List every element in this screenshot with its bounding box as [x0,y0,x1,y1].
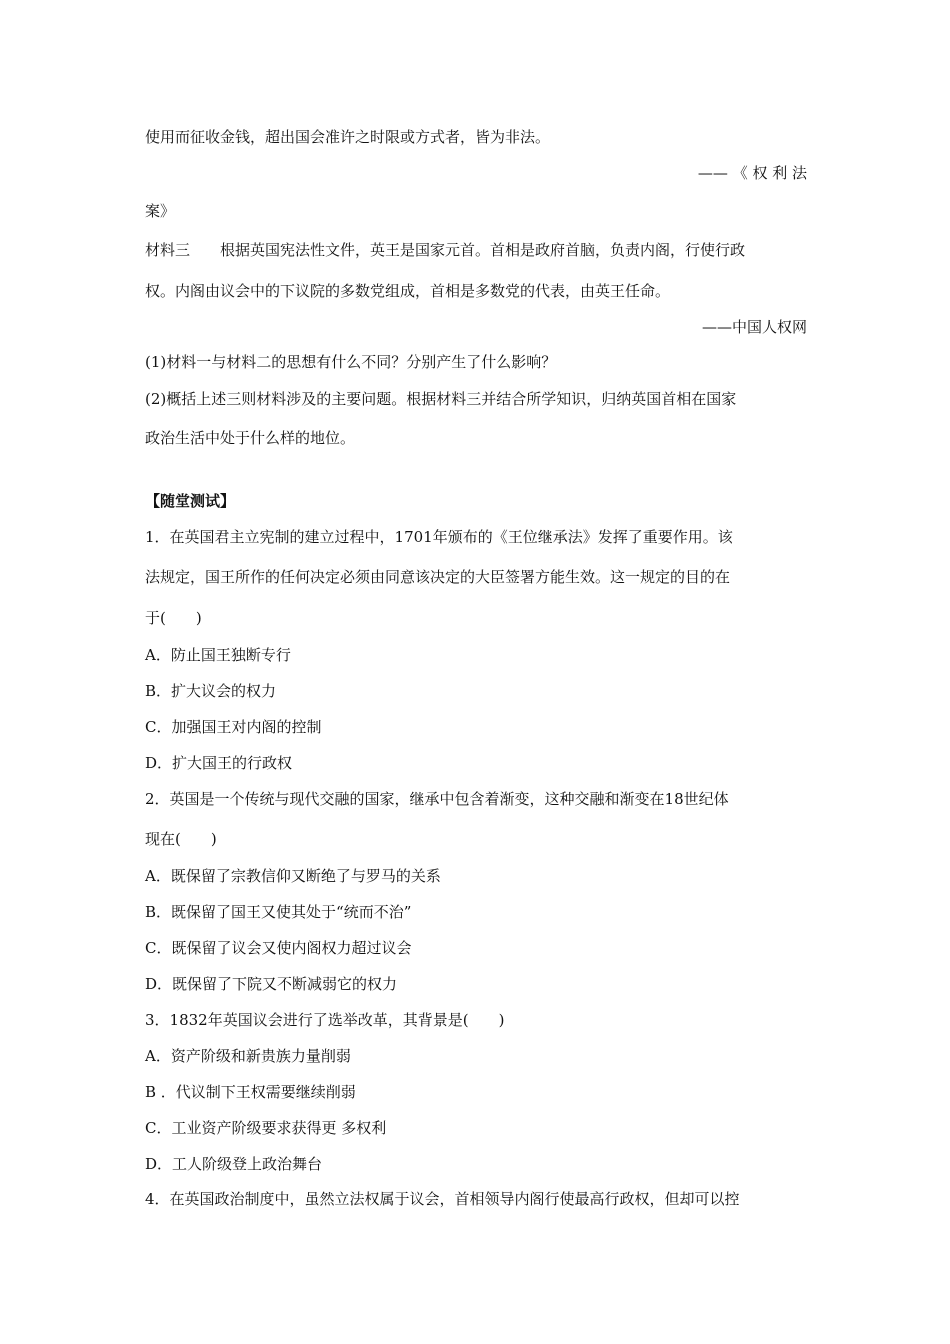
mcq-1-option-b: B．扩大议会的权力 [145,682,277,700]
mcq-2-option-d: D．既保留了下院又不断减弱它的权力 [145,975,398,993]
mcq-2-option-a: A．既保留了宗教信仰又断绝了与罗马的关系 [145,867,441,885]
material-two-source: —— 《 权 利 法 [697,164,807,182]
mcq-3-option-a: A．资产阶级和新贵族力量削弱 [145,1047,351,1065]
mcq-2-stem-line-2: 现在( ) [145,830,217,848]
mcq-1-stem-line-2: 法规定，国王所作的任何决定必须由同意该决定的大臣签署方能生效。这一规定的目的在 [145,568,731,586]
mcq-2-option-c: C．既保留了议会又使内阁权力超过议会 [145,939,412,957]
material-three-line-1: 材料三 根据英国宪法性文件，英王是国家元首。首相是政府首脑，负责内阁，行使行政 [145,241,746,259]
mcq-3-option-c: C．工业资产阶级要求获得更 多权利 [145,1119,387,1137]
material-two-source-continued: 案》 [145,202,176,220]
mcq-2-stem-line-1: 2．英国是一个传统与现代交融的国家，继承中包含着渐变，这种交融和渐变在18世纪体 [145,790,729,808]
question-2-line-1: (2)概括上述三则材料涉及的主要问题。根据材料三并结合所学知识，归纳英国首相在国家 [145,390,737,408]
question-1: (1)材料一与材料二的思想有什么不同？分别产生了什么影响？ [145,353,557,371]
mcq-1-stem-line-1: 1．在英国君主立宪制的建立过程中，1701年颁布的《王位继承法》发挥了重要作用。该 [145,528,733,546]
material-two-tail-line: 使用而征收金钱，超出国会准许之时限或方式者，皆为非法。 [145,128,551,146]
mcq-2-option-b: B．既保留了国王又使其处于“统而不治” [145,903,412,921]
mcq-1-option-c: C．加强国王对内阁的控制 [145,718,322,736]
mcq-1-option-d: D．扩大国王的行政权 [145,754,293,772]
mcq-3-stem: 3．1832年英国议会进行了选举改革，其背景是( ) [145,1011,505,1029]
material-three-line-2: 权。内阁由议会中的下议院的多数党组成，首相是多数党的代表，由英王任命。 [145,282,671,300]
mcq-4-stem-line-1: 4．在英国政治制度中，虽然立法权属于议会，首相领导内阁行使最高行政权，但却可以控 [145,1190,740,1208]
section-title: 【随堂测试】 [145,492,236,510]
mcq-3-option-d: D．工人阶级登上政治舞台 [145,1155,323,1173]
question-2-line-2: 政治生活中处于什么样的地位。 [145,429,356,447]
mcq-1-option-a: A．防止国王独断专行 [145,646,291,664]
mcq-1-stem-line-3: 于( ) [145,609,202,627]
mcq-3-option-b: B ．代议制下王权需要继续削弱 [145,1083,356,1101]
material-three-source: ——中国人权网 [701,318,807,336]
